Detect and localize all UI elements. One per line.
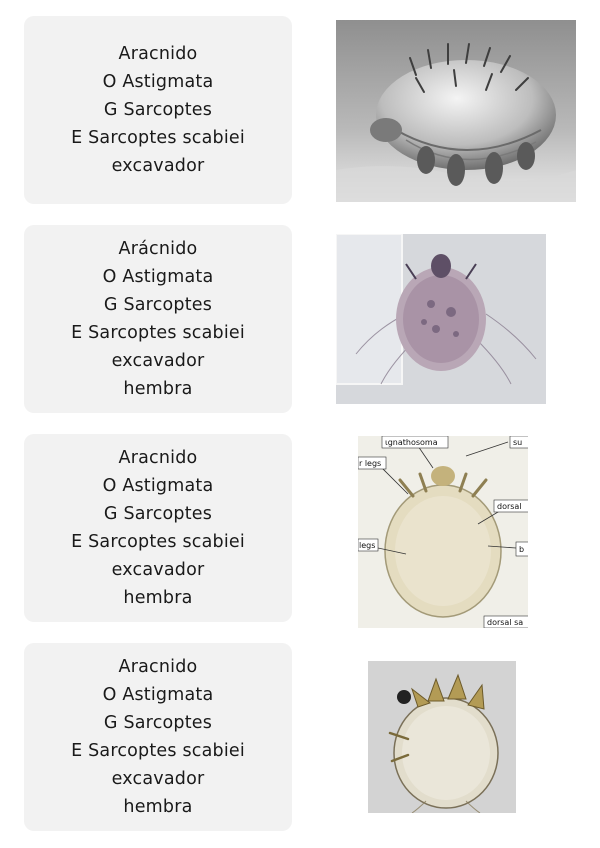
card-2 (24, 225, 292, 413)
label-legs-2: legs (359, 541, 376, 550)
card-line: G Sarcoptes (103, 504, 213, 524)
card-line: Aracnido (118, 657, 198, 677)
label-su: su (513, 438, 523, 447)
card-line: O Astigmata (102, 476, 214, 496)
label-legs-1: r legs (359, 459, 382, 468)
mite-microscope-photo (336, 234, 546, 404)
label-b: b (519, 545, 525, 554)
card-line: hembra (123, 379, 193, 399)
card-4 (24, 643, 292, 831)
card-line: excavador (111, 560, 205, 580)
card-line: G Sarcoptes (103, 713, 213, 733)
mite-labeled-diagram (358, 436, 528, 628)
label-gnathosoma: ιgnathosoma (385, 438, 438, 447)
card-line: Aracnido (118, 448, 198, 468)
card-line: E Sarcoptes scabiei (71, 741, 245, 761)
card-line: E Sarcoptes scabiei (71, 128, 245, 148)
card-1 (24, 16, 292, 204)
mite-sem-photo (336, 20, 576, 202)
card-line: excavador (111, 351, 205, 371)
card-line: excavador (111, 769, 205, 789)
label-dorsal: dorsal (497, 502, 522, 511)
card-line: O Astigmata (102, 72, 214, 92)
card-line: E Sarcoptes scabiei (71, 532, 245, 552)
card-line: Aracnido (118, 44, 198, 64)
card-line: hembra (123, 797, 193, 817)
card-line: hembra (123, 588, 193, 608)
label-dorsal-sa: dorsal sa (487, 618, 524, 627)
card-line: G Sarcoptes (103, 100, 213, 120)
card-line: G Sarcoptes (103, 295, 213, 315)
card-line: O Astigmata (102, 267, 214, 287)
mite-micro-photo-2 (368, 661, 516, 813)
card-line: Arácnido (118, 239, 198, 259)
card-line: excavador (111, 156, 205, 176)
card-line: O Astigmata (102, 685, 214, 705)
card-line: E Sarcoptes scabiei (71, 323, 245, 343)
card-3 (24, 434, 292, 622)
